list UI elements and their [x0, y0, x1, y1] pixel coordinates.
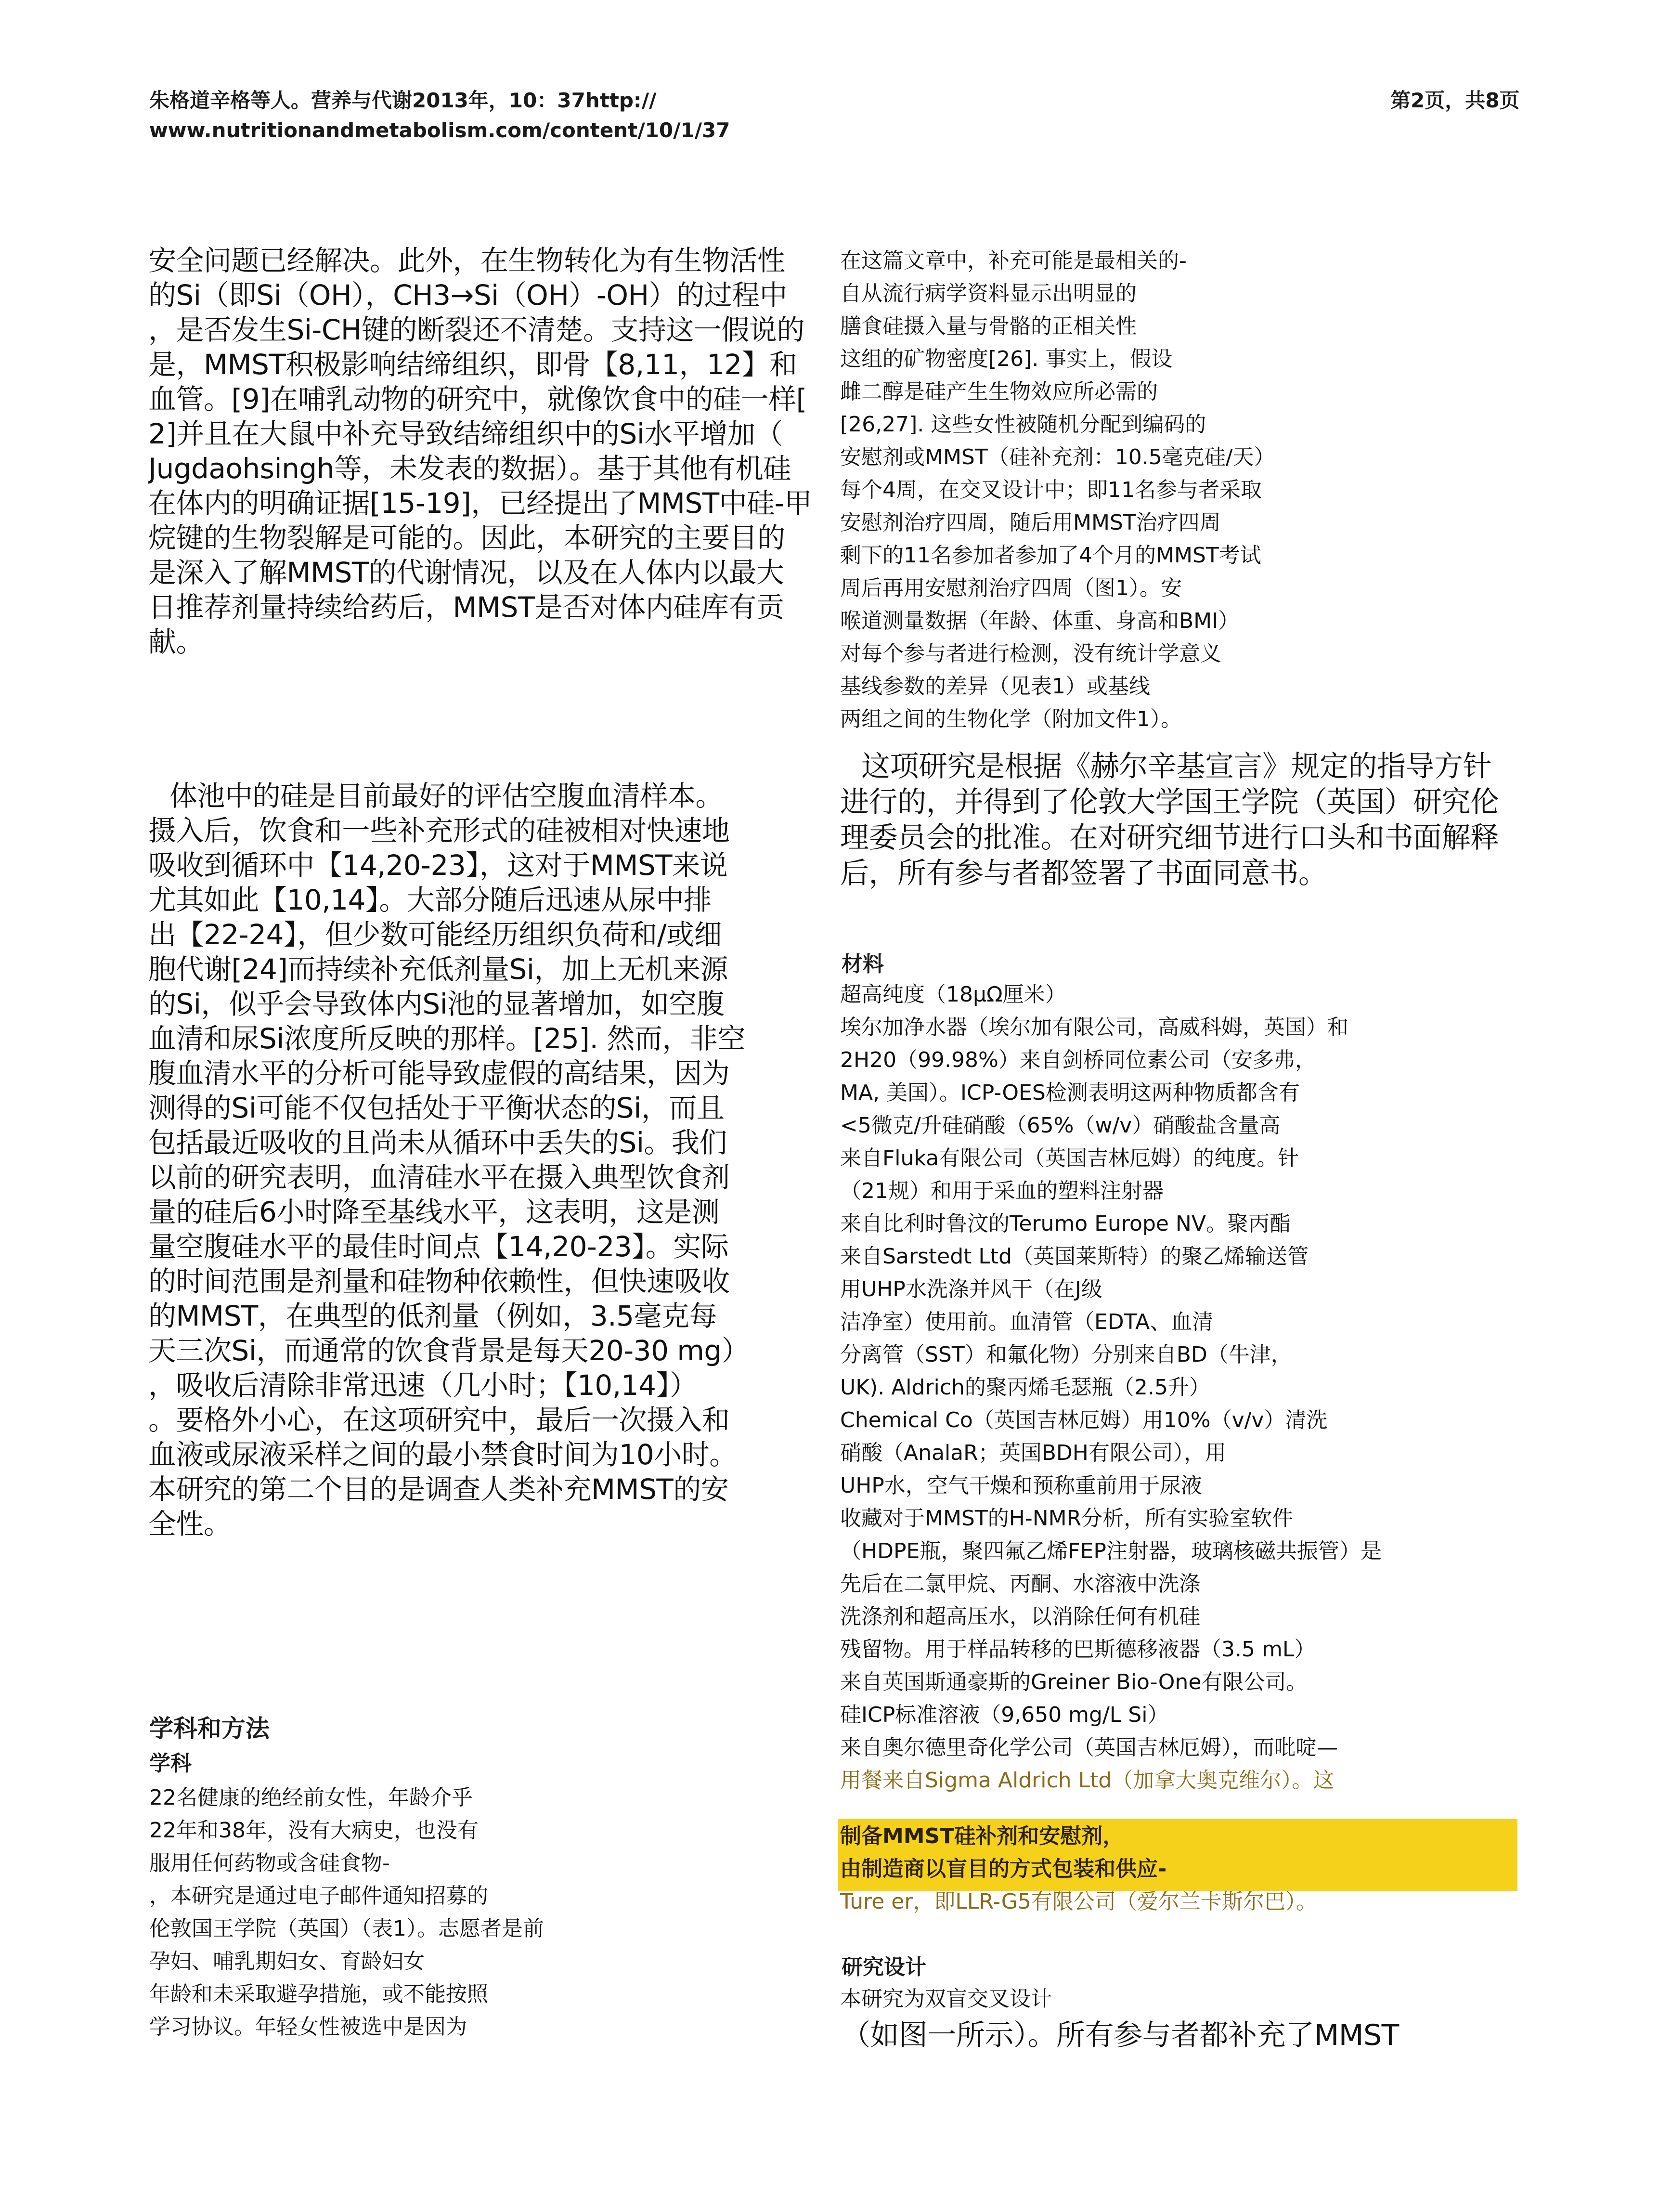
- text-line: 超高纯度（18μΩ厘米）: [840, 982, 1066, 1007]
- text-line: 吸收到循环中【14,20-23】，这对于MMST来说: [148, 849, 728, 882]
- subsection-heading-subjects: 学科: [149, 1751, 192, 1776]
- text-line: 收藏对于MMST的H-NMR分析，所有实验室软件: [840, 1506, 1294, 1531]
- text-line: 日推荐剂量持续给药后，MMST是否对体内硅库有贡: [148, 591, 784, 624]
- section-heading-subjects-methods: 学科和方法: [149, 1715, 270, 1743]
- text-line: UHP水，空气干燥和预称重前用于尿液: [840, 1473, 1202, 1498]
- text-line: Jugdaohsingh等，未发表的数据）。基于其他有机硅: [148, 452, 791, 485]
- text-line: 腹血清水平的分析可能导致虚假的高结果，因为: [148, 1057, 730, 1090]
- text-line: 献。: [148, 625, 204, 658]
- text-line: 洁净室）使用前。血清管（EDTA、血清: [840, 1310, 1214, 1334]
- text-line: <5微克/升硅硝酸（65%（w/v）硝酸盐含量高: [840, 1113, 1281, 1138]
- text-line: Chemical Co（英国吉林厄姆）用10%（v/v）清洗: [840, 1408, 1328, 1432]
- text-line: 包括最近吸收的且尚未从循环中丢失的Si。我们: [148, 1126, 727, 1159]
- text-line: 来自奥尔德里奇化学公司（英国吉林厄姆），而吡啶—: [840, 1735, 1338, 1760]
- text-line: 来自比利时鲁汶的Terumo Europe NV。聚丙酯: [840, 1211, 1291, 1236]
- text-line: 在这篇文章中，补充可能是最相关的-: [840, 248, 1187, 273]
- text-line: 用UHP水洗涤并风干（在J级: [840, 1277, 1102, 1301]
- materials-paragraph: [840, 978, 1524, 1797]
- text-line: 这项研究是根据《赫尔辛基宣言》规定的指导方针: [861, 750, 1491, 783]
- left-paragraph-2: [148, 779, 832, 1541]
- right-paragraph-1: [840, 245, 1514, 736]
- text-line: 来自Fluka有限公司（英国吉林厄姆）的纯度。针: [840, 1146, 1299, 1171]
- text-line: 血液或尿液采样之间的最小禁食时间为10小时。: [148, 1438, 737, 1471]
- text-line: ，是否发生Si-CH键的断裂还不清楚。支持这一假说的: [148, 313, 804, 346]
- text-line: 自从流行病学资料显示出明显的: [840, 281, 1137, 306]
- text-line: 膳食硅摄入量与骨骼的正相关性: [840, 314, 1137, 338]
- text-line: 本研究的第二个目的是调查人类补充MMST的安: [148, 1473, 729, 1506]
- text-line: 埃尔加净水器（埃尔加有限公司，高威科姆，英国）和: [840, 1015, 1348, 1040]
- study-design-line-2: （如图一所示）。所有参与者都补充了MMST: [842, 2018, 1399, 2052]
- text-line: 周后再用安慰剂治疗四周（图1）。安: [840, 576, 1182, 600]
- text-line: UK). Aldrich的聚丙烯毛瑟瓶（2.5升）: [840, 1375, 1210, 1400]
- study-design-line-1: 本研究为双盲交叉设计: [840, 1987, 1052, 2011]
- text-line: 安全问题已经解决。此外，在生物转化为有生物活性: [148, 244, 785, 277]
- citation-line-2: www.nutritionandmetabolism.com/content/10/1/37: [149, 118, 730, 142]
- text-line: 测得的Si可能不仅包括处于平衡状态的Si，而且: [148, 1092, 725, 1124]
- text-line: 血管。[9]在哺乳动物的研究中，就像饮食中的硅一样[: [148, 383, 807, 416]
- text-line: 剩下的11名参加者参加了4个月的MMST考试: [840, 543, 1261, 568]
- text-line: 安慰剂治疗四周，随后用MMST治疗四周: [840, 510, 1221, 535]
- text-line: 学习协议。年轻女性被选中是因为: [149, 2015, 467, 2039]
- text-line: 在体内的明确证据[15-19]，已经提出了MMST中硅-甲: [148, 487, 812, 520]
- text-line: 进行的，并得到了伦敦大学国王学院（英国）研究伦: [840, 785, 1499, 819]
- text-line: 22年和38年，没有大病史，也没有: [149, 1818, 479, 1843]
- text-line: 来自Sarstedt Ltd（英国莱斯特）的聚乙烯输送管: [840, 1244, 1309, 1269]
- text-line: 对每个参与者进行检测，没有统计学意义: [840, 641, 1221, 666]
- text-line: 全性。: [148, 1508, 232, 1540]
- text-line: 烷键的生物裂解是可能的。因此，本研究的主要目的: [148, 521, 785, 554]
- text-line: 硝酸（AnalaR；英国BDH有限公司），用: [840, 1441, 1226, 1465]
- left-paragraph-3: [149, 1782, 823, 2043]
- text-line: 每个4周，在交叉设计中；即11名参与者采取: [840, 478, 1262, 502]
- text-line: 来自英国斯通豪斯的Greiner Bio-One有限公司。: [840, 1670, 1308, 1694]
- text-line: 两组之间的生物化学（附加文件1）。: [840, 707, 1182, 731]
- text-line: 制备MMST硅补剂和安慰剂，: [840, 1824, 1124, 1848]
- text-line: 血清和尿Si浓度所反映的那样。[25]. 然而，非空: [148, 1022, 745, 1055]
- citation-header: [149, 86, 730, 145]
- text-line: 出【22-24】，但少数可能经历组织负荷和/或细: [148, 918, 722, 951]
- text-line: 量的硅后6小时降至基线水平，这表明，这是测: [148, 1196, 720, 1228]
- text-line: 的时间范围是剂量和硅物种依赖性，但快速吸收: [148, 1265, 730, 1298]
- text-line: 硅ICP标准溶液（9,650 mg/L Si）: [840, 1703, 1169, 1727]
- text-line: 服用任何药物或含硅食物-: [149, 1851, 390, 1875]
- highlighted-lines: [840, 1820, 1514, 1886]
- text-line: 雌二醇是硅产生生物效应所必需的: [840, 379, 1158, 404]
- right-paragraph-2: [840, 749, 1524, 891]
- text-line: 由制造商以盲目的方式包装和供应-: [840, 1857, 1167, 1881]
- citation-line-1: 朱格道辛格等人。营养与代谢2013年，10：37http://: [149, 89, 657, 112]
- materials-heading: 材料: [842, 952, 884, 976]
- text-line: 的Si，似乎会导致体内Si池的显著增加，如空腹: [148, 988, 725, 1020]
- text-line: 摄入后，饮食和一些补充形式的硅被相对快速地: [148, 814, 730, 847]
- text-line: 伦敦国王学院（英国）（表1）。志愿者是前: [149, 1916, 544, 1941]
- text-line: 分离管（SST）和氟化物）分别来自BD（牛津，: [840, 1342, 1292, 1367]
- text-line: 量空腹硅水平的最佳时间点【14,20-23】。实际: [148, 1230, 729, 1263]
- study-design-heading: 研究设计: [842, 1955, 926, 1979]
- text-line: 基线参数的差异（见表1）或基线: [840, 674, 1150, 699]
- text-line: ，吸收后清除非常迅速（几小时；【10,14】）: [148, 1369, 698, 1402]
- text-line: 孕妇、哺乳期妇女、育龄妇女: [149, 1949, 425, 1974]
- text-line: 体池中的硅是目前最好的评估空腹血清样本。: [169, 780, 724, 812]
- text-line: 喉道测量数据（年龄、体重、身高和BMI）: [840, 609, 1240, 633]
- text-line: 胞代谢[24]而持续补充低剂量Si，加上无机来源: [148, 953, 728, 986]
- text-line: 天三次Si，而通常的饮食背景是每天20-30 mg）: [148, 1334, 750, 1367]
- left-paragraph-1: [148, 243, 832, 659]
- text-line: 以前的研究表明，血清硅水平在摄入典型饮食剂: [148, 1161, 730, 1194]
- text-line: （HDPE瓶，聚四氟乙烯FEP注射器，玻璃核磁共振管）是: [840, 1539, 1382, 1563]
- page-number: 第2页，共8页: [1390, 89, 1520, 112]
- text-line: 2H20（99.98%）来自剑桥同位素公司（安多弗，: [840, 1048, 1316, 1072]
- text-line: 是深入了解MMST的代谢情况，以及在人体内以最大: [148, 556, 784, 589]
- text-line: 理委员会的批准。在对研究细节进行口头和书面解释: [840, 821, 1499, 855]
- text-line: 先后在二氯甲烷、丙酮、水溶液中洗涤: [840, 1572, 1200, 1596]
- text-line: 用餐来自Sigma Aldrich Ltd（加拿大奥克维尔）。这: [840, 1768, 1335, 1793]
- text-line: 的Si（即Si（OH），CH3→Si（OH）-OH）的过程中: [148, 279, 788, 312]
- text-line: 是，MMST积极影响结缔组织，即骨【8,11，12】和: [148, 348, 797, 381]
- text-line: 安慰剂或MMST（硅补充剂：10.5毫克硅/天）: [840, 445, 1275, 469]
- text-line: 残留物。用于样品转移的巴斯德移液器（3.5 mL）: [840, 1637, 1316, 1662]
- text-line: 后，所有参与者都签署了书面同意书。: [840, 857, 1327, 890]
- text-line: [26,27]. 这些女性被随机分配到编码的: [840, 412, 1206, 437]
- text-line: 年龄和未采取避孕措施，或不能按照: [149, 1982, 488, 2006]
- text-line: 的MMST，在典型的低剂量（例如，3.5毫克每: [148, 1300, 717, 1332]
- text-line: 。要格外小心，在这项研究中，最后一次摄入和: [148, 1404, 730, 1436]
- text-line: 洗涤剂和超高压水，以消除任何有机硅: [840, 1604, 1200, 1629]
- text-line: （21规）和用于采血的塑料注射器: [840, 1179, 1164, 1203]
- materials-last-line: Ture er，即LLR-G5有限公司（爱尔兰卡斯尔巴）。: [840, 1889, 1317, 1914]
- text-line: 尤其如此【10,14】。大部分随后迅速从尿中排: [148, 884, 712, 916]
- text-line: ，本研究是通过电子邮件通知招募的: [149, 1884, 488, 1908]
- text-line: 22名健康的绝经前女性，年龄介乎: [149, 1785, 473, 1810]
- text-line: MA, 美国）。ICP-OES检测表明这两种物质都含有: [840, 1080, 1300, 1105]
- text-line: 2]并且在大鼠中补充导致结缔组织中的Si水平增加（: [148, 417, 783, 450]
- text-line: 这组的矿物密度[26]. 事实上，假设: [840, 347, 1173, 371]
